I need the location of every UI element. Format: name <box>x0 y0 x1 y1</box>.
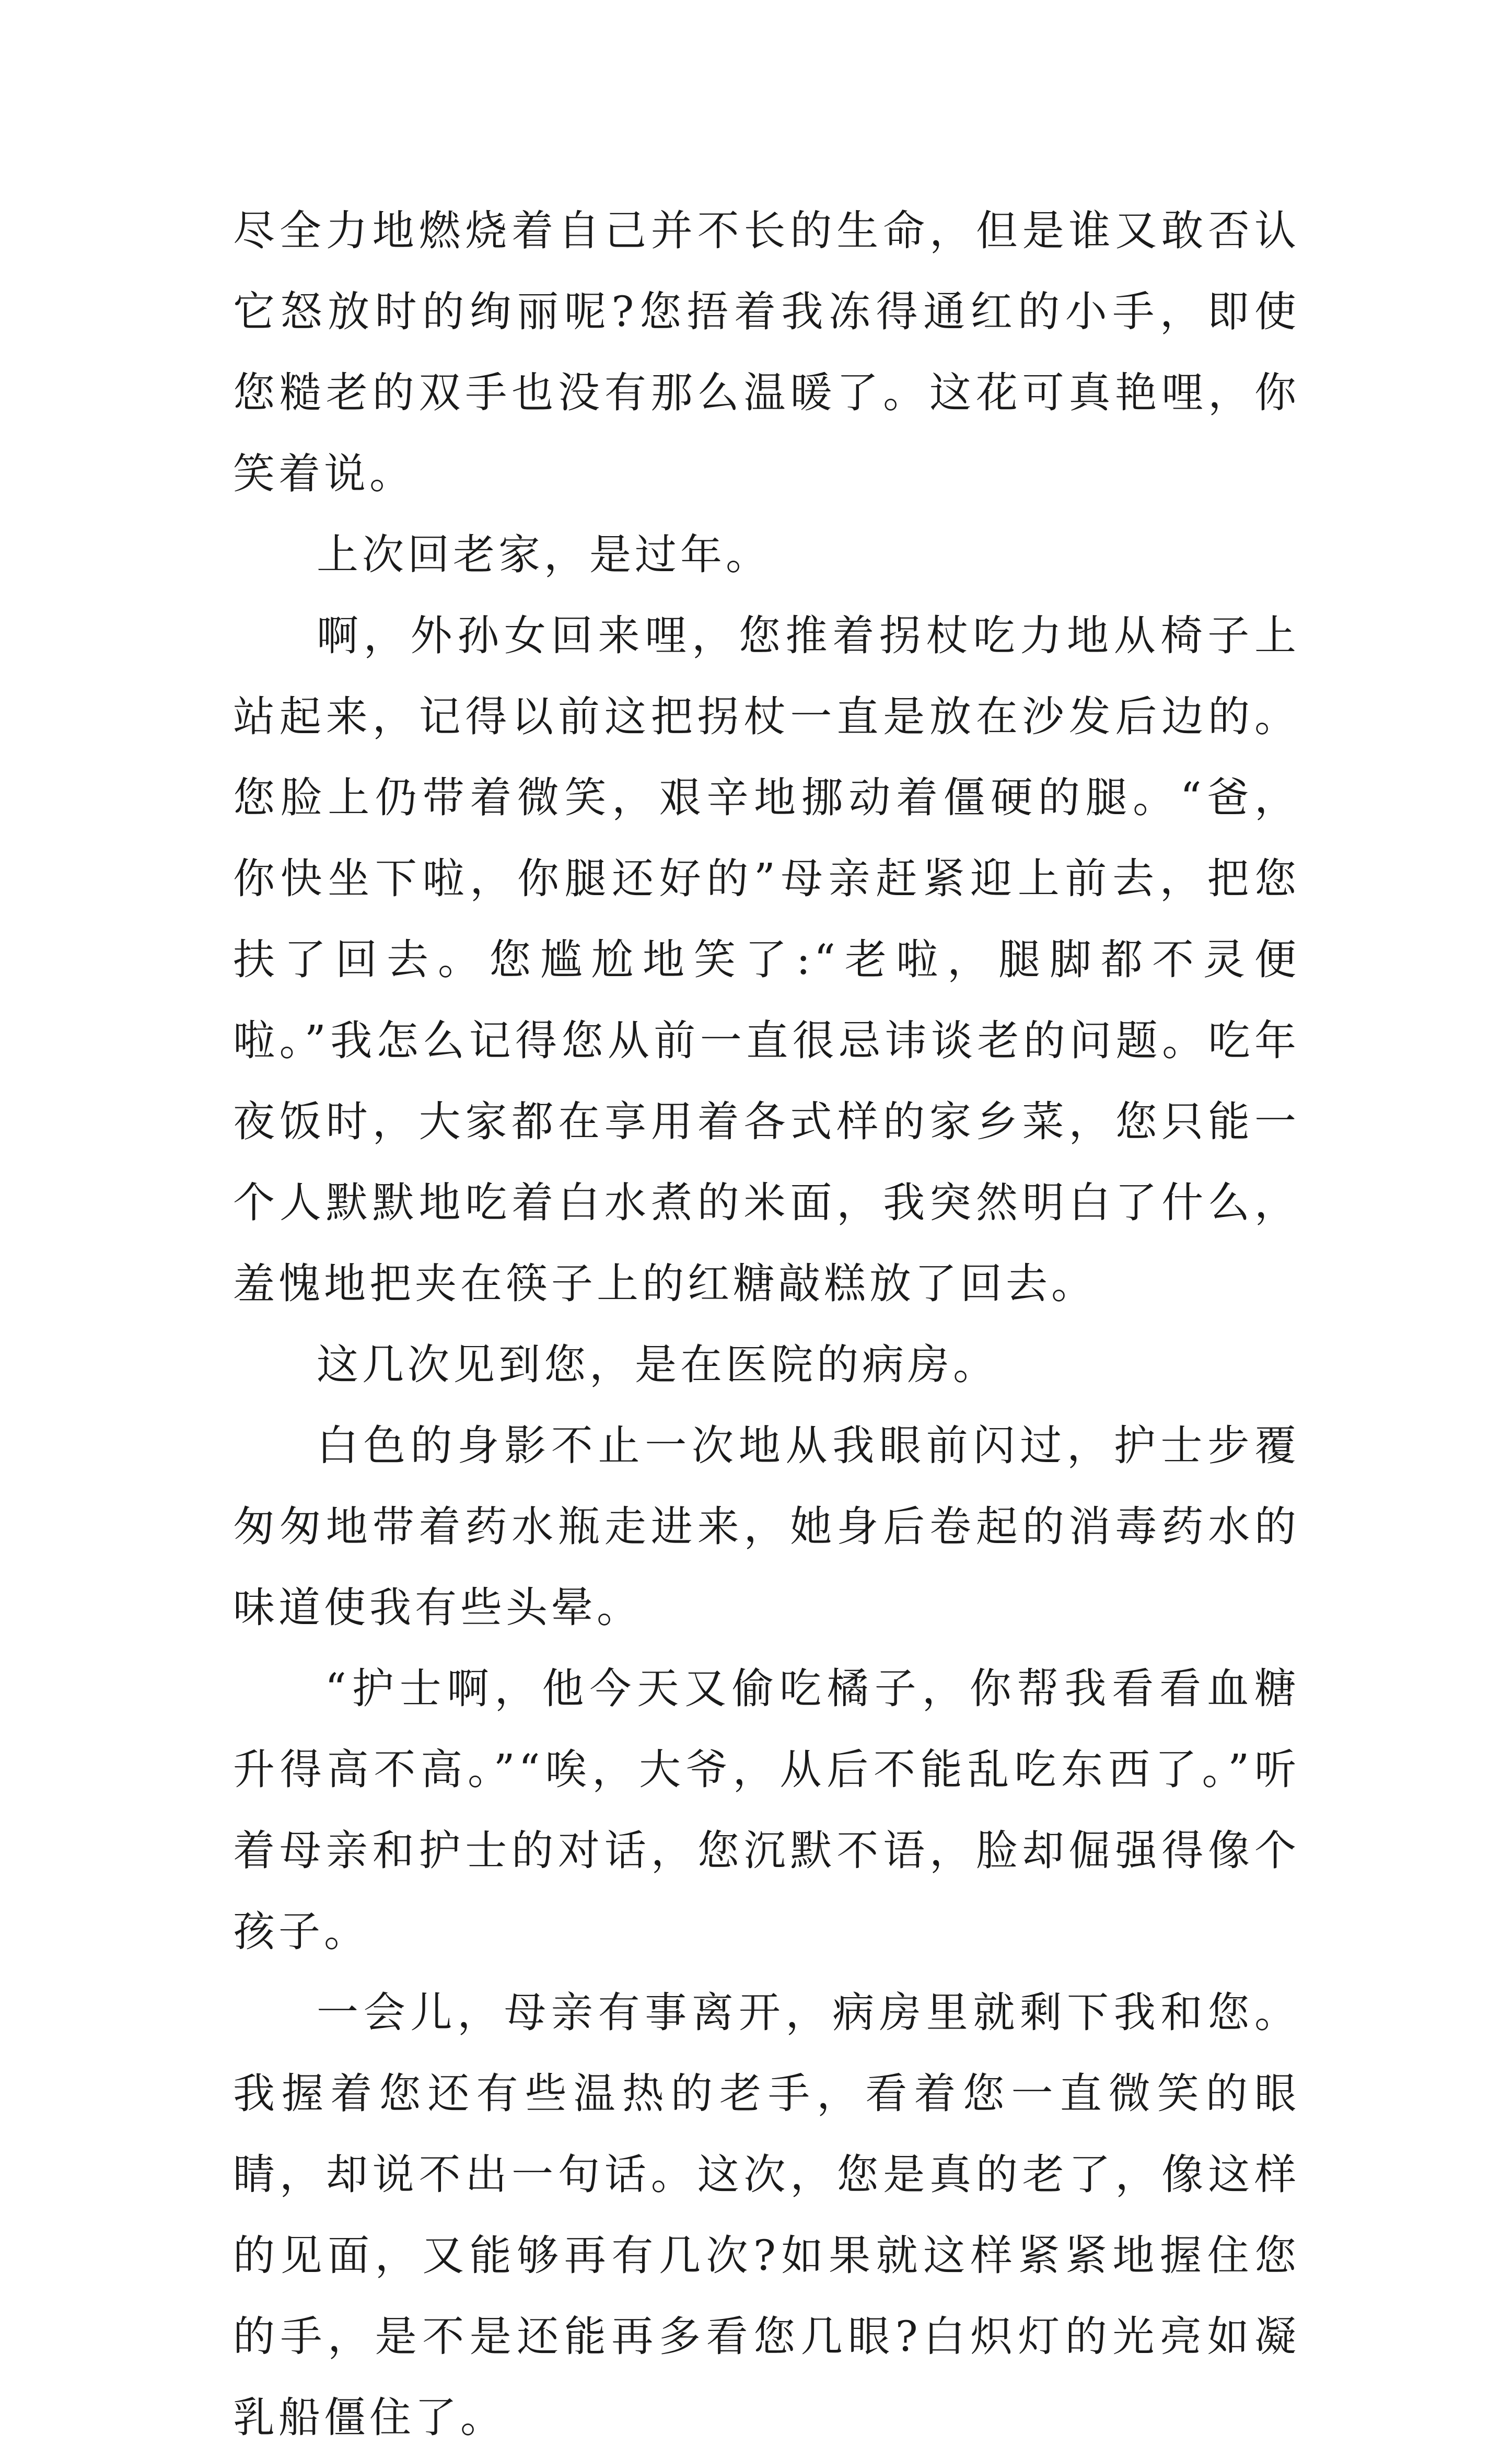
paragraph-continuation: 尽全力地燃烧着自己并不长的生命，但是谁又敢否认它怒放时的绚丽呢?您捂着我冻得通红的小手，即使您糙老的双手也没有那么温暖了。这花可真艳哩，你笑着说。 <box>233 206 1300 498</box>
article-body <box>233 190 1300 2458</box>
paragraph-hand-holding: 一会儿，母亲有事离开，病房里就剩下我和您。我握着您还有些温热的老手，看着您一直微笑的眼睛，却说不出一句话。这次，您是真的老了，像这样的见面，又能够再有几次?如果就这样紧紧地握住您的手，是不是还能再多看您几眼?白炽灯的光亮如凝乳船僵住了。 <box>233 1988 1300 2442</box>
paragraph-return-home: 上次回老家，是过年。 <box>317 530 771 579</box>
paragraph-hospital-intro: 这几次见到您，是在医院的病房。 <box>317 1340 998 1389</box>
paragraph-new-year: 啊，外孙女回来哩，您推着拐杖吃力地从椅子上站起来，记得以前这把拐杖一直是放在沙发后边的。您脸上仍带着微笑，艰辛地挪动着僵硬的腿。“爸，你快坐下啦，你腿还好的”母亲赶紧迎上前去，把您扶了回去。您尴尬地笑了:“老啦，腿脚都不灵便啦。”我怎么记得您从前一直很忌讳谈老的问题。吃年夜饭时，大家都在享用着各式样的家乡菜，您只能一个人默默地吃着白水煮的米面，我突然明白了什么，羞愧地把夹在筷子上的红糖敲糕放了回去。 <box>233 611 1300 1308</box>
paragraph-nurse: 白色的身影不止一次地从我眼前闪过，护士步覆匆匆地带着药水瓶走进来，她身后卷起的消毒药水的味道使我有些头晕。 <box>233 1421 1300 1632</box>
paragraph-dialogue: “护士啊，他今天又偷吃橘子，你帮我看看血糖升得高不高。”“唉，大爷，从后不能乱吃东西了。”听着母亲和护士的对话，您沉默不语，脸却倔强得像个孩子。 <box>233 1664 1300 1956</box>
